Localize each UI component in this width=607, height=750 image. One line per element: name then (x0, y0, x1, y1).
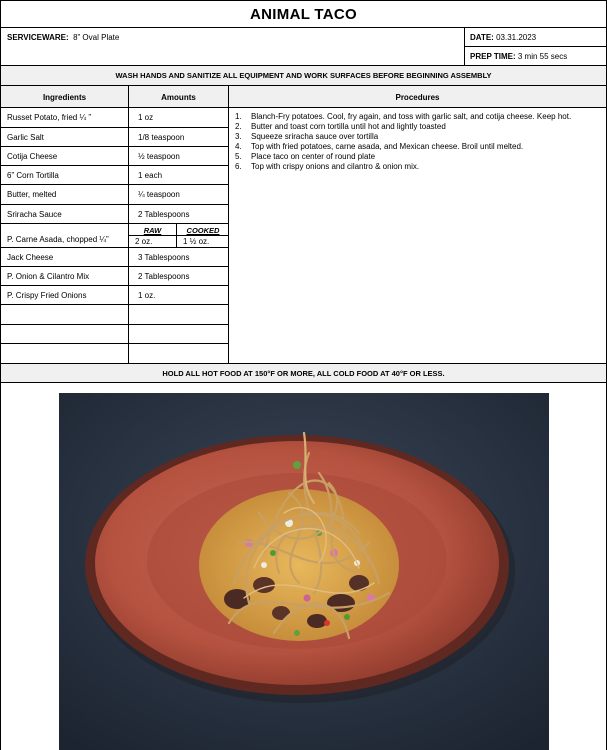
ingredient-row (1, 185, 229, 205)
wash-hands-notice: WASH HANDS AND SANITIZE ALL EQUIPMENT AND WORK SURFACES BEFORE BEGINNING ASSEMBLY (1, 66, 606, 86)
ingredient-name: Garlic Salt (7, 132, 44, 142)
ingredient-amount: ¼ teaspoon (138, 190, 180, 199)
ingredient-name: Cotija Cheese (7, 151, 58, 161)
ingredient-name: Russet Potato, fried ¼ ” (7, 113, 92, 122)
amounts-header: Amounts (129, 86, 229, 108)
ingredients-header: Ingredients (1, 86, 129, 108)
ingredient-name: P. Onion & Cilantro Mix (7, 271, 90, 281)
ingredient-row (1, 267, 229, 286)
recipe-table (1, 108, 606, 364)
ingredient-amount: 1 each (138, 170, 163, 180)
ingredient-row (1, 286, 229, 305)
step-text: Butter and toast corn tortilla until hot and lightly toasted (251, 122, 446, 131)
serviceware-label: SERVICEWARE: (7, 33, 69, 42)
empty-row (1, 325, 229, 344)
step-number: 2. (235, 122, 242, 131)
step-number: 4. (235, 142, 242, 151)
ingredient-row (1, 147, 229, 166)
carne-asada-amounts (129, 224, 229, 247)
empty-row (1, 305, 229, 325)
prep-time-cell (465, 47, 606, 66)
raw-amount-cell (129, 224, 177, 247)
step-number: 5. (235, 152, 242, 161)
step-number: 3. (235, 132, 242, 141)
procedure-step (230, 152, 604, 162)
ingredient-name: Jack Cheese (7, 252, 54, 262)
procedure-step (230, 132, 604, 142)
step-text: Place taco on center of round plate (251, 152, 376, 161)
ingredient-amount: 1 oz. (138, 290, 156, 300)
cooked-amount-cell (177, 224, 229, 247)
step-number: 1. (235, 112, 242, 121)
cooked-label: COOKED (186, 226, 220, 235)
ingredient-name: P. Crispy Fried Onions (7, 290, 87, 300)
raw-amount: 2 oz. (135, 237, 153, 246)
food-holding-notice: HOLD ALL HOT FOOD AT 150°F OR MORE, ALL COLD FOOD AT 40°F OR LESS. (1, 364, 606, 383)
ingredient-amount: 2 Tablespoons (138, 271, 190, 281)
prep-time-value: 3 min 55 secs (517, 52, 568, 61)
ingredient-row (1, 128, 229, 147)
prep-time-label: PREP TIME: (470, 52, 516, 61)
ingredient-row (1, 108, 229, 128)
ingredient-amount: 3 Tablespoons (138, 252, 190, 262)
ingredient-amount: 1/8 teaspoon (138, 132, 185, 142)
food-photo (59, 393, 549, 750)
cooked-amount: 1 ½ oz. (183, 237, 210, 246)
ingredient-amount: 2 Tablespoons (138, 209, 190, 219)
ingredient-amount: ½ teaspoon (138, 151, 180, 161)
ingredient-name: Sriracha Sauce (7, 209, 62, 219)
procedure-step (230, 112, 604, 122)
step-text: Blanch-Fry potatoes. Cool, fry again, and toss with garlic salt, and cotija cheese. Keep hot. (251, 112, 572, 121)
ingredient-name: Butter, melted (7, 190, 57, 199)
date-label: DATE: (470, 33, 494, 42)
step-number: 6. (235, 162, 242, 171)
ingredient-row (1, 248, 229, 267)
step-text: Top with crispy onions and cilantro & onion mix. (251, 162, 420, 171)
ingredient-name: 6” Corn Tortilla (7, 170, 59, 180)
ingredient-name: P. Carne Asada, chopped ¼” (7, 235, 109, 244)
ingredient-amount: 1 oz (138, 113, 154, 122)
serviceware-cell (1, 28, 465, 66)
raw-label: RAW (143, 226, 162, 235)
procedure-step (230, 142, 604, 152)
tortilla (199, 489, 399, 641)
recipe-title: ANIMAL TACO (1, 0, 606, 28)
procedure-step (230, 122, 604, 132)
ingredient-row (1, 166, 229, 185)
empty-row (1, 344, 229, 364)
table-header (1, 86, 606, 108)
date-value: 03.31.2023 (496, 33, 537, 42)
step-text: Top with fried potatoes, carne asada, and Mexican cheese. Broil until melted. (251, 142, 524, 151)
taco-photo-icon (59, 393, 549, 750)
ingredient-row (1, 224, 229, 248)
ingredient-row (1, 205, 229, 224)
procedures-header: Procedures (395, 92, 440, 102)
step-text: Squeeze sriracha sauce over tortilla (251, 132, 379, 141)
procedure-step (230, 162, 604, 172)
date-cell (465, 28, 606, 47)
meta-row (1, 28, 606, 66)
serviceware-value: 8” Oval Plate (73, 33, 120, 42)
procedures-list (230, 112, 604, 172)
